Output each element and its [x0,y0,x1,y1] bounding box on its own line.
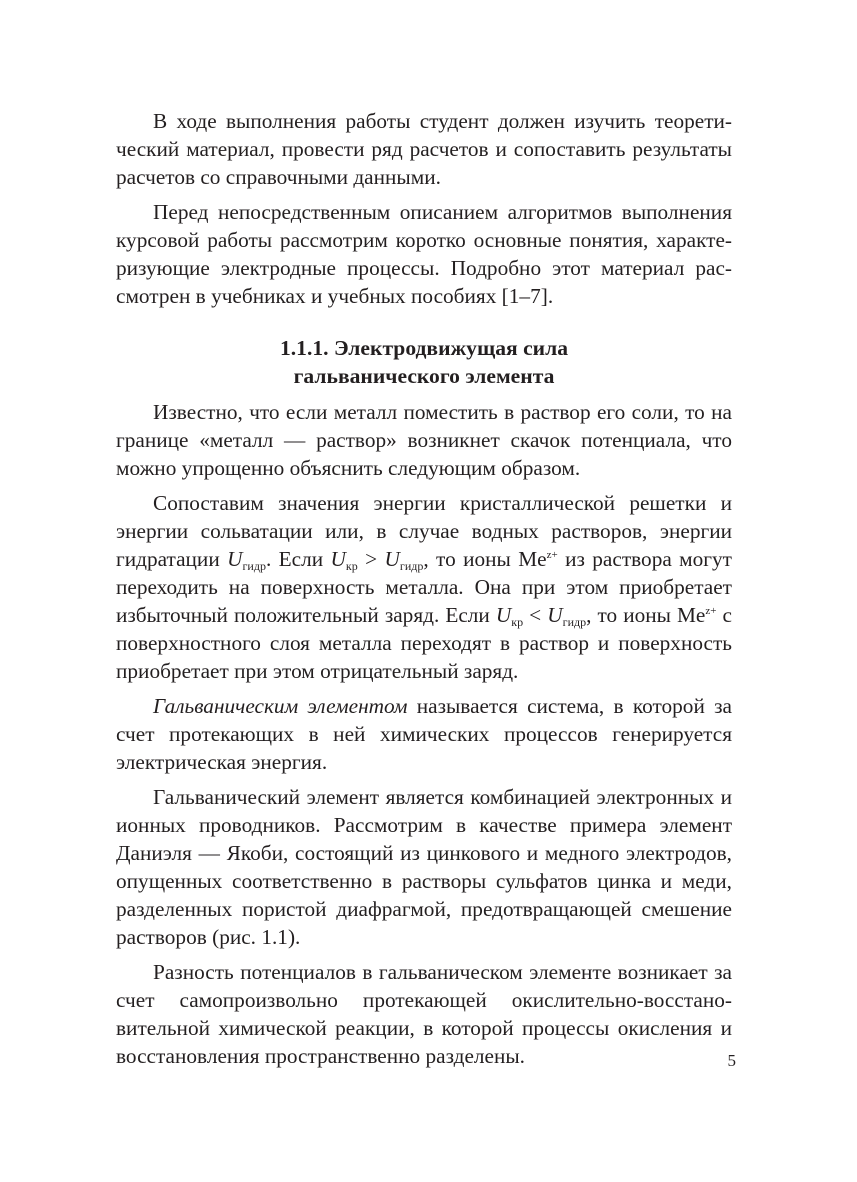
paragraph-potential-jump: Известно, что если металл поместить в раствор его соли, то на границе «металл — раствор» возникнет скачок потенциала, что можно упрощенно объяснить следующим образом. [116,400,732,480]
subscript-gidr: гидр [242,559,266,573]
symbol-u: U [495,603,512,627]
less-than-sign: < [523,603,548,627]
greater-than-sign: > [357,547,385,571]
paragraph-potential-difference: Разность потенциалов в гальваническом элементе возникает за счет самопроизвольно протекающей окислительно-восстановительной химической реакции, в которой процессы окисления и восстановления пространственно разделены. [116,960,732,1068]
symbol-u: U [330,547,346,571]
superscript-z-plus: z+ [546,549,558,561]
paragraph-daniell-jacobi: Гальванический элемент является комбинацией электронных и ионных проводников. Рассмотрим в качестве примера элемент Даниэля — Якоби, состоящий из цинкового и медного электродов, опущенных соответственно в растворы сульфатов цинка и меди, разделенных пористой диафрагмой, предотвращающей смешение растворов (рис. 1.1). [116,785,732,949]
p4-text-2: . Если [265,547,331,571]
symbol-u: U [227,547,243,571]
definition-text: называется система, в которой за счет протекающих в ней химических процессов генерируется электрическая энергия. [116,694,732,774]
p4-text-6: с поверхностного слоя металла переходят в раствор и поверхность приобретает при этом отрицательный заряд. [116,603,732,683]
subscript-gidr: гидр [399,559,424,573]
section-heading-line-1: 1.1.1. Электродвижущая сила [279,336,569,360]
symbol-u: U [384,547,400,571]
paragraph-energy-comparison [116,489,732,685]
subscript-kr: кр [345,559,358,573]
paragraph-intro-1: В ходе выполнения работы студент должен изучить теоретический материал, провести ряд расчетов и сопоставить результаты расчетов со справочными данными. [116,109,732,189]
paragraph-galvanic-definition [116,692,732,776]
superscript-z-plus: z+ [705,605,717,617]
section-heading [116,334,732,390]
p4-text-3: , то ионы Me [423,547,547,571]
term-galvanic-element: Гальваническим элементом [153,694,408,718]
subscript-kr: кр [511,615,524,629]
page-number: 5 [727,1051,736,1070]
symbol-u: U [547,603,563,627]
p4-text-4: из раствора могут переходить на поверхность металла. Она при этом приобретает избыточный положительный заряд. Если [116,547,732,627]
paragraph-intro-2: Перед непосредственным описанием алгоритмов выполнения курсовой работы рассмотрим коротко основные понятия, характеризующие электродные процессы. Подробно этот материал рассмотрен в учебниках и учебных пособиях [1–7]. [116,200,732,308]
subscript-gidr: гидр [562,615,587,629]
p4-text-1: Сопоставим значения энергии кристаллической решетки и энергии сольватации или, в случае водных растворов, энергии гидратации [116,491,732,571]
text-column [116,107,732,1077]
section-heading-line-2: гальванического элемента [293,364,555,388]
p4-text-5: , то ионы Me [586,603,706,627]
